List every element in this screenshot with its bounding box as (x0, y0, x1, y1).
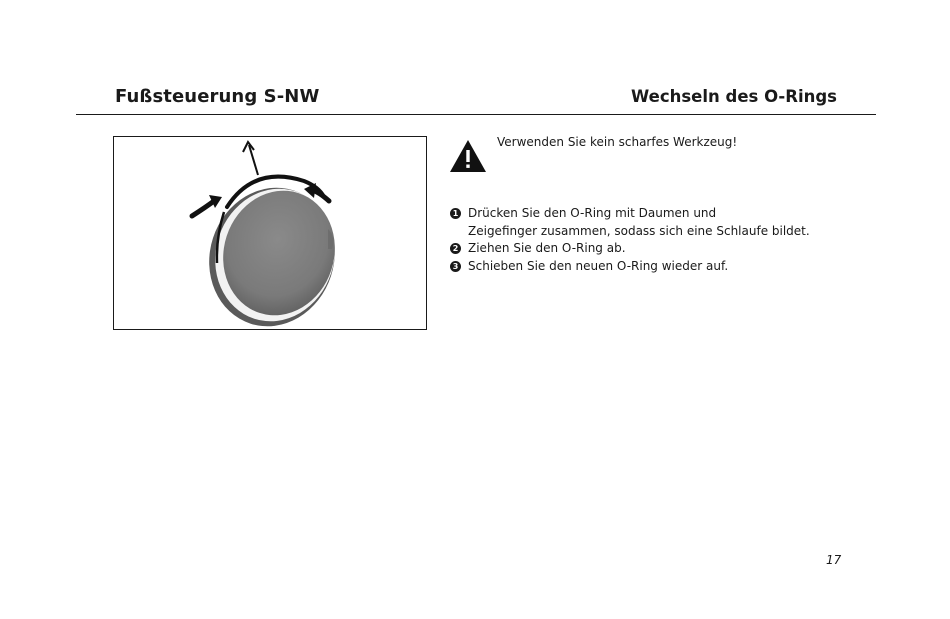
step-text (468, 205, 810, 240)
step-text (468, 258, 728, 276)
header-title-right: Wechseln des O-Rings (631, 87, 837, 106)
step-line: Drücken Sie den O-Ring mit Daumen und (468, 206, 717, 220)
header-title-left: Fußsteuerung S-NW (115, 86, 320, 107)
warning-text: Verwenden Sie kein scharfes Werkzeug! (497, 135, 738, 149)
step-number-badge: 3 (450, 261, 461, 272)
o-ring-illustration (113, 136, 427, 330)
step-line: Ziehen Sie den O-Ring ab. (468, 241, 626, 255)
step-line: Zeigefinger zusammen, sodass sich eine Schlaufe bildet. (468, 223, 810, 238)
instruction-steps (450, 205, 810, 275)
step-item (450, 240, 810, 258)
step-item (450, 258, 810, 276)
page-number: 17 (826, 553, 842, 567)
step-line: Schieben Sie den neuen O-Ring wieder auf. (468, 258, 729, 273)
step-text (468, 240, 626, 258)
header-divider (76, 114, 876, 115)
o-ring-removal-illustration-icon (114, 137, 426, 329)
step-number-badge: 2 (450, 243, 461, 254)
warning-triangle-icon (449, 139, 487, 177)
step-item (450, 205, 810, 240)
step-number-badge: 1 (450, 208, 461, 219)
